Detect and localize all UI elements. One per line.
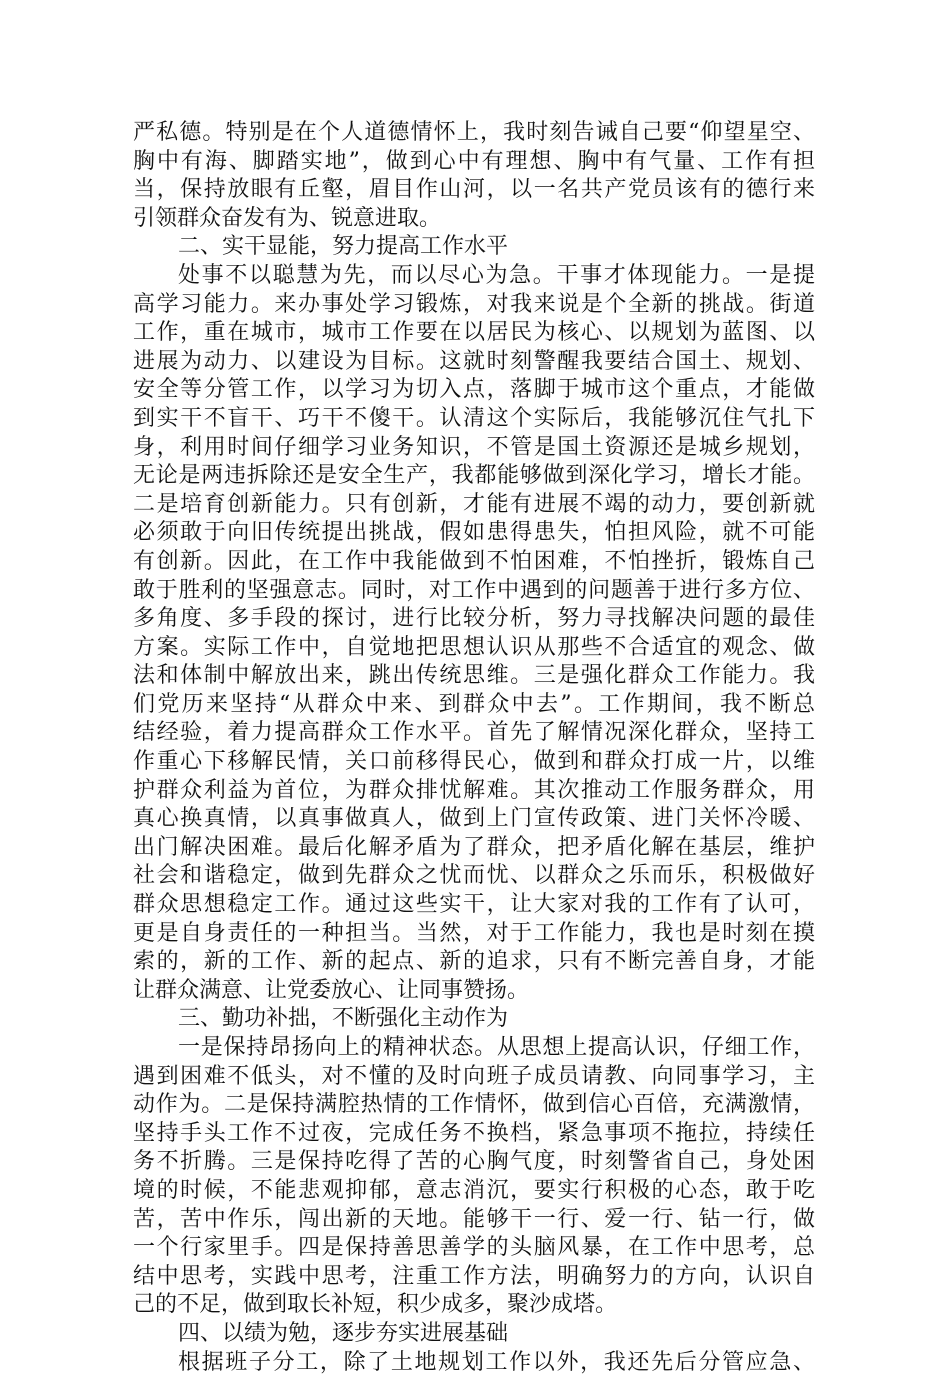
paragraph-line: 社会和谐稳定，做到先群众之忧而忧、以群众之乐而乐，积极做好 (133, 863, 815, 889)
paragraph-line: 严私德。特别是在个人道德情怀上，我时刻告诫自己要“仰望星空、 (133, 120, 815, 145)
paragraph-last-line: 己的不足，做到取长补短，积少成多，聚沙成塔。 (133, 1292, 618, 1318)
paragraph-first-line: 处事不以聪慧为先，而以尽心为急。干事才体现能力。一是提 (178, 262, 815, 288)
paragraph-line: 到实干不盲干、巧干不傻干。认清这个实际后，我能够沉住气扎下 (133, 405, 815, 431)
paragraph-line: 必须敢于向旧传统提出挑战，假如患得患失，怕担风险，就不可能 (133, 520, 815, 546)
paragraph-line: 多角度、多手段的探讨，进行比较分析，努力寻找解决问题的最佳 (133, 606, 815, 632)
paragraph-line: 安全等分管工作，以学习为切入点，落脚于城市这个重点，才能做 (133, 377, 815, 403)
paragraph-line: 索的，新的工作、新的起点、新的追求，只有不断完善自身，才能 (133, 949, 815, 975)
paragraph-line: 工作，重在城市，城市工作要在以居民为核心、以规划为蓝图、以 (133, 320, 815, 346)
paragraph-line: 作重心下移解民情，关口前移得民心，做到和群众打成一片，以维 (133, 749, 815, 775)
paragraph-line: 进展为动力、以建设为目标。这就时刻警醒我要结合国土、规划、 (133, 348, 815, 374)
paragraph-line: 动作为。二是保持满腔热情的工作情怀，做到信心百倍，充满激情， (133, 1092, 815, 1118)
paragraph-line: 更是自身责任的一种担当。当然，对于工作能力，我也是时刻在摸 (133, 920, 815, 946)
paragraph-line: 胸中有海、脚踏实地”，做到心中有理想、胸中有气量、工作有担 (133, 148, 815, 174)
paragraph-line: 有创新。因此，在工作中我能做到不怕困难，不怕挫折，锻炼自己 (133, 548, 815, 574)
paragraph-line: 结中思考，实践中思考，注重工作方法，明确努力的方向，认识自 (133, 1263, 815, 1289)
paragraph-line: 身，利用时间仔细学习业务知识，不管是国土资源还是城乡规划， (133, 434, 815, 460)
paragraph-line: 方案。实际工作中，自觉地把思想认识从那些不合适宜的观念、做 (133, 634, 815, 660)
paragraph-line: 一个行家里手。四是保持善思善学的头脑风暴，在工作中思考，总 (133, 1235, 815, 1261)
paragraph-line: 群众思想稳定工作。通过这些实干，让大家对我的工作有了认可， (133, 892, 815, 918)
paragraph-line: 境的时候，不能悲观抑郁，意志消沉，要实行积极的心态，敢于吃 (133, 1177, 815, 1203)
paragraph-line: 当，保持放眼有丘壑，眉目作山河，以一名共产党员该有的德行来 (133, 177, 815, 203)
paragraph-line: 苦，苦中作乐，闯出新的天地。能够干一行、爱一行、钻一行，做 (133, 1206, 815, 1232)
paragraph-line: 护群众利益为首位，为群众排忧解难。其次推动工作服务群众，用 (133, 777, 815, 803)
section-heading: 四、以绩为勉，逐步夯实进展基础 (178, 1320, 509, 1346)
paragraph-line: 务不折腾。三是保持吃得了苦的心胸气度，时刻警省自己，身处困 (133, 1149, 815, 1175)
paragraph-line: 法和体制中解放出来，跳出传统思维。三是强化群众工作能力。我 (133, 663, 815, 689)
paragraph-first-line: 根据班子分工，除了土地规划工作以外，我还先后分管应急、 (178, 1349, 815, 1375)
paragraph-line: 敢于胜利的坚强意志。同时，对工作中遇到的问题善于进行多方位、 (133, 577, 815, 603)
section-heading: 三、勤功补拙，不断强化主动作为 (178, 1006, 509, 1032)
paragraph-line: 坚持手头工作不过夜，完成任务不换档，紧急事项不拖拉，持续任 (133, 1120, 815, 1146)
paragraph-line: 二是培育创新能力。只有创新，才能有进展不竭的动力，要创新就 (133, 491, 815, 517)
paragraph-line: 出门解决困难。最后化解矛盾为了群众，把矛盾化解在基层，维护 (133, 834, 815, 860)
paragraph-line: 高学习能力。来办事处学习锻炼，对我来说是个全新的挑战。街道 (133, 291, 815, 317)
paragraph-line: 真心换真情，以真事做真人，做到上门宣传政策、进门关怀冷暖、 (133, 806, 815, 832)
paragraph-line: 们党历来坚持“从群众中来、到群众中去”。工作期间，我不断总 (133, 691, 815, 717)
paragraph-line: 结经验，着力提高群众工作水平。首先了解情况深化群众，坚持工 (133, 720, 815, 746)
paragraph-first-line: 一是保持昂扬向上的精神状态。从思想上提高认识，仔细工作， (178, 1035, 815, 1060)
section-heading: 二、实干显能，努力提高工作水平 (178, 234, 509, 260)
paragraph-last-line: 引领群众奋发有为、锐意进取。 (133, 205, 442, 231)
document-page (133, 119, 815, 1377)
paragraph-line: 遇到困难不低头，对不懂的及时向班子成员请教、向同事学习，主 (133, 1063, 815, 1089)
paragraph-last-line: 让群众满意、让党委放心、让同事赞扬。 (133, 977, 530, 1003)
paragraph-line: 无论是两违拆除还是安全生产，我都能够做到深化学习，增长才能。 (133, 463, 815, 489)
